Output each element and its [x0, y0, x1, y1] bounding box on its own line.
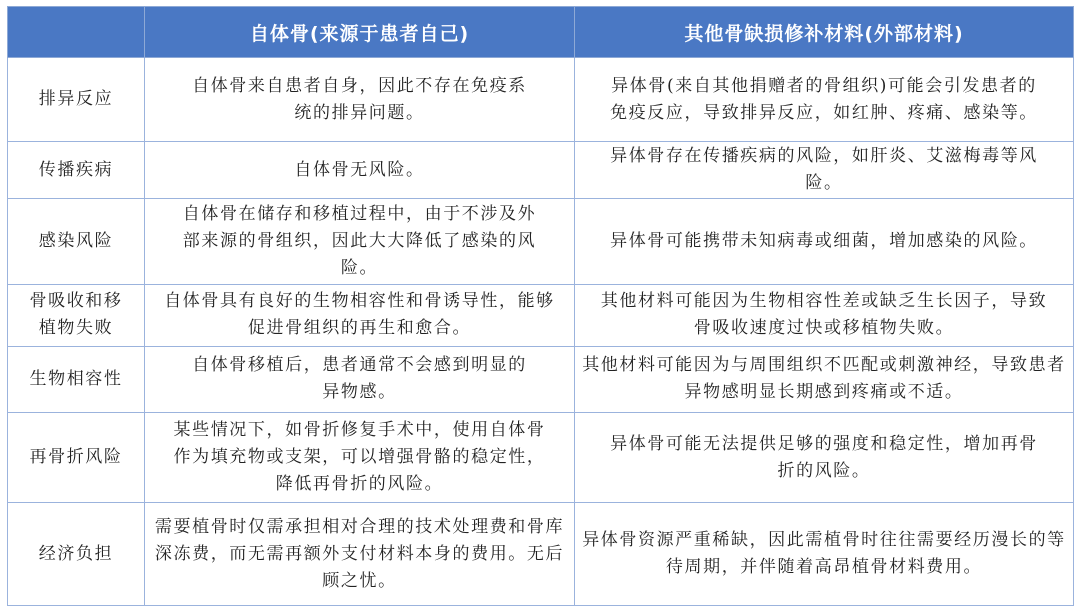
cell-text: 某些情况下，如骨折修复手术中，使用自体骨作为填充物或支架，可以增强骨骼的稳定性，降低再骨折的风险。 [173, 420, 546, 495]
cell-text: 自体骨无风险。 [294, 159, 425, 180]
row-label-bone-resorption [8, 285, 145, 346]
row-label-text: 传播疾病 [38, 159, 114, 180]
header-empty-cell [8, 7, 145, 58]
cell-text: 自体骨具有良好的生物相容性和骨诱导性，能够促进骨组织的再生和愈合。 [164, 291, 555, 339]
cell-other [575, 412, 1074, 502]
row-label-refracture-risk [8, 412, 145, 502]
row-label-text: 经济负担 [38, 543, 114, 564]
row-label-infection-risk [8, 198, 145, 284]
bone-graft-comparison-table [7, 6, 1074, 606]
cell-other [575, 285, 1074, 346]
cell-other [575, 198, 1074, 284]
row-label-disease-transmission [8, 142, 145, 198]
table-header-row [8, 7, 1074, 58]
table-row [8, 503, 1074, 606]
cell-autologous [145, 346, 575, 412]
cell-text: 需要植骨时仅需承担相对合理的技术处理费和骨库深冻费，而无需再额外支付材料本身的费用。无后顾之忧。 [154, 516, 565, 591]
row-label-text: 排异反应 [38, 89, 114, 110]
table-row [8, 346, 1074, 412]
cell-text: 自体骨在储存和移植过程中，由于不涉及外部来源的骨组织，因此大大降低了感染的风险。 [182, 203, 537, 278]
cell-autologous [145, 412, 575, 502]
cell-text: 异体骨存在传播疾病的风险，如肝炎、艾滋梅毒等风险。 [610, 146, 1038, 194]
header-autologous-bone: 自体骨(来源于患者自己) [145, 7, 575, 58]
cell-text: 异体骨可能无法提供足够的强度和稳定性，增加再骨折的风险。 [610, 433, 1038, 481]
cell-text: 自体骨来自患者自身，因此不存在免疫系统的排异问题。 [192, 75, 527, 123]
cell-text: 异体骨(来自其他捐赠者的骨组织)可能会引发患者的免疫反应，导致排异反应，如红肿、疼痛、感染等。 [610, 75, 1038, 123]
row-label-text: 骨吸收和移植物失败 [29, 291, 123, 339]
cell-autologous [145, 285, 575, 346]
table-row [8, 58, 1074, 142]
cell-autologous [145, 58, 575, 142]
table-row [8, 198, 1074, 284]
cell-text: 异体骨可能携带未知病毒或细菌，增加感染的风险。 [610, 230, 1038, 251]
cell-text: 其他材料可能因为与周围组织不匹配或刺激神经，导致患者异物感明显长期感到疼痛或不适。 [582, 355, 1066, 403]
cell-text: 自体骨移植后，患者通常不会感到明显的异物感。 [192, 355, 527, 403]
cell-text: 其他材料可能因为生物相容性差或缺乏生长因子，导致骨吸收速度过快或移植物失败。 [600, 291, 1048, 339]
row-label-text: 生物相容性 [29, 368, 123, 389]
table-row [8, 285, 1074, 346]
cell-autologous [145, 503, 575, 606]
cell-text: 异体骨资源严重稀缺，因此需植骨时往往需要经历漫长的等待周期，并伴随着高昂植骨材料费用。 [582, 530, 1066, 578]
comparison-table-container [7, 6, 1073, 606]
cell-other [575, 503, 1074, 606]
row-label-biocompatibility [8, 346, 145, 412]
row-label-economic-burden [8, 503, 145, 606]
cell-other [575, 346, 1074, 412]
cell-autologous [145, 142, 575, 198]
cell-autologous [145, 198, 575, 284]
row-label-text: 感染风险 [38, 230, 114, 251]
table-row [8, 142, 1074, 198]
cell-other [575, 142, 1074, 198]
row-label-rejection [8, 58, 145, 142]
header-other-materials: 其他骨缺损修补材料(外部材料) [575, 7, 1074, 58]
table-row [8, 412, 1074, 502]
cell-other [575, 58, 1074, 142]
row-label-text: 再骨折风险 [29, 447, 123, 468]
